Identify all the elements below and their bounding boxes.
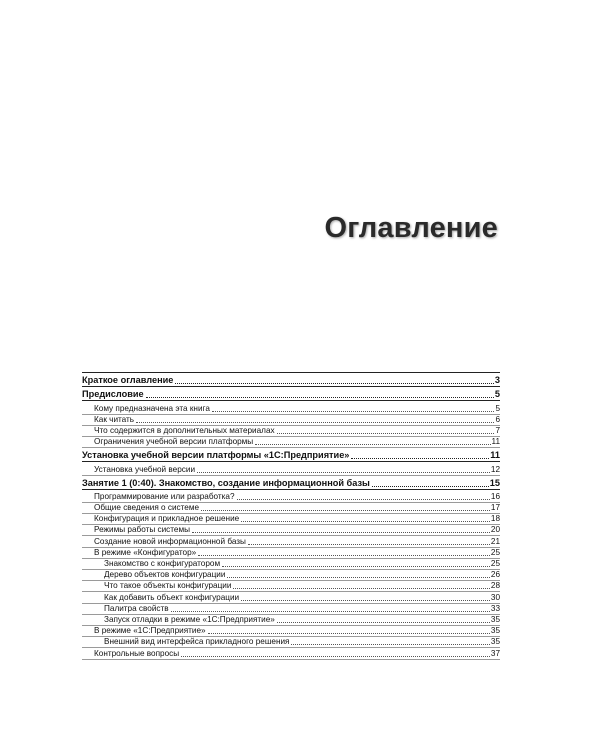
toc-leader-dots <box>197 548 490 556</box>
toc-entry <box>82 592 500 603</box>
toc-leader-dots <box>290 637 489 645</box>
toc-entry <box>82 581 500 592</box>
toc-leader-dots <box>247 537 490 545</box>
toc-leader-dots <box>371 479 489 487</box>
toc-leader-dots <box>180 649 490 657</box>
toc-entry-page-number: 12 <box>490 464 500 474</box>
toc-entry <box>82 503 500 514</box>
toc-entry-page-number: 35 <box>490 637 500 647</box>
toc-entry-label: Режимы работы системы <box>94 525 190 535</box>
toc-leader-dots <box>191 525 490 533</box>
toc-entry-page-number: 15 <box>489 477 500 488</box>
toc-entry <box>82 403 500 414</box>
toc-entry-page-number: 7 <box>495 425 500 435</box>
toc-entry-page-number: 5 <box>494 389 500 400</box>
toc-leader-dots <box>350 451 489 459</box>
toc-entry-page-number: 25 <box>490 547 500 557</box>
toc-leader-dots <box>221 559 490 567</box>
toc-entry-page-number: 35 <box>490 626 500 636</box>
toc-entry-label: Как читать <box>94 414 135 424</box>
toc-entry-label: Внешний вид интерфейса прикладного решения <box>104 637 290 647</box>
table-of-contents <box>82 372 500 660</box>
toc-entry-label: Установка учебной версии <box>94 464 196 474</box>
toc-entry-label: Программирование или разработка? <box>94 491 235 501</box>
toc-entry <box>82 548 500 559</box>
toc-entry-label: Что такое объекты конфигурации <box>104 581 232 591</box>
toc-entry <box>82 437 500 448</box>
toc-entry-page-number: 25 <box>490 559 500 568</box>
toc-entry-page-number: 3 <box>494 375 500 386</box>
toc-entry <box>82 615 500 626</box>
toc-leader-dots <box>211 404 495 412</box>
toc-entry-label: Как добавить объект конфигурации <box>104 592 240 602</box>
toc-entry-page-number: 30 <box>490 592 500 602</box>
toc-entry-label: Установка учебной версии платформы «1С:Предприятие» <box>82 450 350 461</box>
toc-entry-label: Конфигурация и прикладное решение <box>94 514 240 524</box>
toc-leader-dots <box>240 593 490 601</box>
toc-entry-label: Что содержится в дополнительных материалах <box>94 425 275 435</box>
toc-entry-label: Общие сведения о системе <box>94 503 200 513</box>
toc-entry <box>82 525 500 536</box>
toc-entry-label: Занятие 1 (0:40). Знакомство, создание информационной базы <box>82 477 370 488</box>
toc-leader-dots <box>226 570 489 578</box>
toc-leader-dots <box>232 581 489 589</box>
toc-entry-page-number: 5 <box>495 403 500 413</box>
toc-entry-label: Контрольные вопросы <box>94 648 180 658</box>
toc-leader-dots <box>236 492 490 500</box>
toc-entry-page-number: 11 <box>490 450 500 461</box>
toc-entry <box>82 514 500 525</box>
toc-leader-dots <box>254 437 490 445</box>
toc-leader-dots <box>170 604 490 612</box>
toc-leader-dots <box>200 503 490 511</box>
toc-entry <box>82 536 500 547</box>
toc-entry-label: В режиме «1С:Предприятие» <box>94 626 206 636</box>
toc-entry-page-number: 20 <box>490 525 500 535</box>
toc-entry <box>82 426 500 437</box>
toc-leader-dots <box>240 514 490 522</box>
toc-entry-page-number: 11 <box>491 437 500 447</box>
toc-entry <box>82 626 500 637</box>
toc-entry-label: Создание новой информационной базы <box>94 536 246 546</box>
toc-leader-dots <box>145 390 494 398</box>
toc-entry <box>82 464 500 475</box>
toc-leader-dots <box>276 426 495 434</box>
toc-entry-label: Знакомство с конфигуратором <box>104 559 221 568</box>
toc-entry <box>82 648 500 659</box>
toc-entry <box>82 559 500 570</box>
toc-leader-dots <box>174 376 493 384</box>
toc-entry-label: Запуск отладки в режиме «1С:Предприятие» <box>104 614 275 624</box>
toc-chapter-entry <box>82 448 500 462</box>
toc-entry-label: В режиме «Конфигуратор» <box>94 547 197 557</box>
toc-entry-page-number: 6 <box>495 414 500 424</box>
toc-leader-dots <box>276 615 490 623</box>
toc-entry-page-number: 26 <box>490 570 500 580</box>
toc-entry <box>82 637 500 648</box>
toc-leader-dots <box>196 465 490 473</box>
toc-leader-dots <box>135 415 494 423</box>
toc-entry-label: Ограничения учебной версии платформы <box>94 437 254 447</box>
toc-entry-label: Кому предназначена эта книга <box>94 403 210 413</box>
toc-entry-page-number: 28 <box>490 581 500 591</box>
toc-entry-label: Дерево объектов конфигурации <box>104 570 226 580</box>
page-title: Оглавление <box>324 212 498 244</box>
toc-entry-page-number: 18 <box>490 514 500 524</box>
toc-chapter-entry <box>82 476 500 490</box>
toc-entry-page-number: 16 <box>490 491 500 501</box>
toc-entry-page-number: 21 <box>490 536 500 546</box>
toc-entry-label: Краткое оглавление <box>82 375 174 386</box>
toc-entry <box>82 570 500 581</box>
toc-entry-page-number: 37 <box>490 648 500 658</box>
toc-entry-page-number: 35 <box>490 614 500 624</box>
toc-entry <box>82 492 500 503</box>
toc-entry-page-number: 17 <box>490 503 500 513</box>
toc-chapter-entry <box>82 373 500 387</box>
toc-chapter-entry <box>82 387 500 401</box>
toc-entry <box>82 604 500 615</box>
toc-leader-dots <box>207 626 490 634</box>
toc-entry-label: Палитра свойств <box>104 603 169 613</box>
toc-entry <box>82 415 500 426</box>
toc-entry-label: Предисловие <box>82 389 144 400</box>
toc-entry-page-number: 33 <box>490 603 500 613</box>
